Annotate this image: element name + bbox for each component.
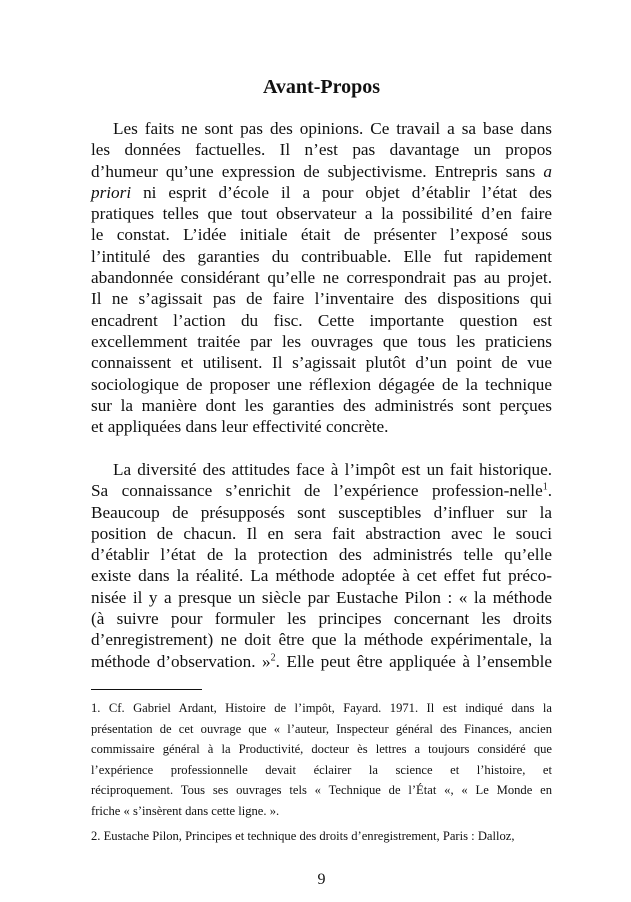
italic-text: priori	[91, 182, 132, 202]
text-line: nisée il y a presque un siècle par Eustache Pilon : « la méthode	[91, 587, 552, 607]
footnote-ref[interactable]: 2	[270, 651, 276, 663]
text-run: . Elle peut être appliquée à l’ensemble	[275, 651, 552, 671]
footnote-line: 1. Cf. Gabriel Ardant, Histoire de l’impôt, Fayard. 1971. Il est indiqué dans la	[91, 701, 552, 715]
page-number: 9	[317, 871, 326, 888]
text-run: .	[547, 481, 552, 501]
footnote-line: commissaire général à la Productivité, docteur ès lettres a toujours considéré que	[91, 742, 552, 757]
text-line: le constat. L’idée initiale était de présenter l’exposé sous	[91, 225, 552, 245]
footnote-line: l’expérience professionnelle devait éclairer la science et l’histoire, et	[91, 762, 552, 777]
text-run: ni esprit d’école il a pour objet d’établir l’état des	[143, 182, 552, 202]
page-title: Avant-Propos	[262, 76, 381, 98]
footnote-2	[91, 826, 552, 847]
footnotes	[91, 698, 552, 846]
text-run: d’humeur qu’une expression de subjectivisme. Entrepris sans	[91, 161, 536, 181]
text-run: Sa connaissance s’enrichit de l’expérience profession-nelle	[91, 481, 543, 501]
text-line	[91, 651, 552, 672]
text-line: La diversité des attitudes face à l’impôt est un fait historique.	[113, 460, 552, 479]
paragraph-1	[91, 118, 552, 437]
footnote-ref[interactable]: 1	[542, 481, 548, 493]
text-line: Beaucoup de présupposés sont susceptibles d’influer sur la	[91, 502, 552, 522]
text-line: position de chacun. Il en sera fait abstraction avec le souci	[91, 523, 552, 543]
text-line: et appliquées dans leur effectivité concrète.	[91, 417, 389, 437]
text-line: connaissent et utilisent. Il s’agissait plutôt d’un point de vue	[91, 353, 552, 373]
footnote-line: présentation de cet ouvrage que « l’auteur, Inspecteur général des Finances, ancien	[91, 721, 552, 736]
text-line: (à suivre pour formuler les principes concernant les droits	[91, 609, 552, 629]
text-line	[91, 161, 552, 182]
text-line	[91, 182, 552, 203]
text-line: sociologique de proposer une réflexion dégagée de la technique	[91, 374, 552, 394]
text-line: d’établir l’état de la protection des administrés telle qu’elle	[91, 545, 552, 565]
footnote-line: 2. Eustache Pilon, Principes et technique des droits d’enregistrement, Paris : Dalloz,	[91, 828, 515, 843]
document-page	[91, 0, 552, 902]
text-line: abandonnée considérant qu’elle ne correspondrait pas au projet.	[91, 268, 552, 288]
italic-text: a	[543, 161, 552, 181]
text-line: sur la manière dont les garanties des administrés sont perçues	[91, 395, 552, 415]
text-line: l’intitulé des garanties du contribuable. Elle fut rapidement	[91, 246, 552, 266]
footnote-1	[91, 698, 552, 822]
paragraph-2	[91, 459, 552, 672]
footnote-separator	[91, 689, 202, 690]
footnote-line: réciproquement. Tous ses ouvrages tels « Technique de l’État «, « Le Monde en	[91, 783, 552, 798]
text-line: existe dans la réalité. La méthode adoptée à cet effet fut préco-	[91, 566, 552, 586]
text-line: encadrent l’action du fisc. Cette importante question est	[91, 310, 552, 330]
footnote-line: friche « s’insèrent dans cette ligne. ».	[91, 803, 280, 818]
text-line: d’enregistrement) ne doit être que la méthode expérimentale, la	[91, 630, 552, 650]
text-line	[91, 480, 552, 501]
text-line: pratiques telles que tout observateur a la possibilité d’en faire	[91, 204, 552, 224]
text-line: Il ne s’agissait pas de faire l’inventaire des dispositions qui	[91, 289, 552, 309]
text-run: méthode d’observation. »	[91, 651, 271, 671]
text-line: Les faits ne sont pas des opinions. Ce travail a sa base dans	[113, 119, 552, 138]
text-line: les données factuelles. Il n’est pas davantage un propos	[91, 140, 552, 160]
text-line: excellemment traitée par les ouvrages que tous les praticiens	[91, 331, 552, 351]
